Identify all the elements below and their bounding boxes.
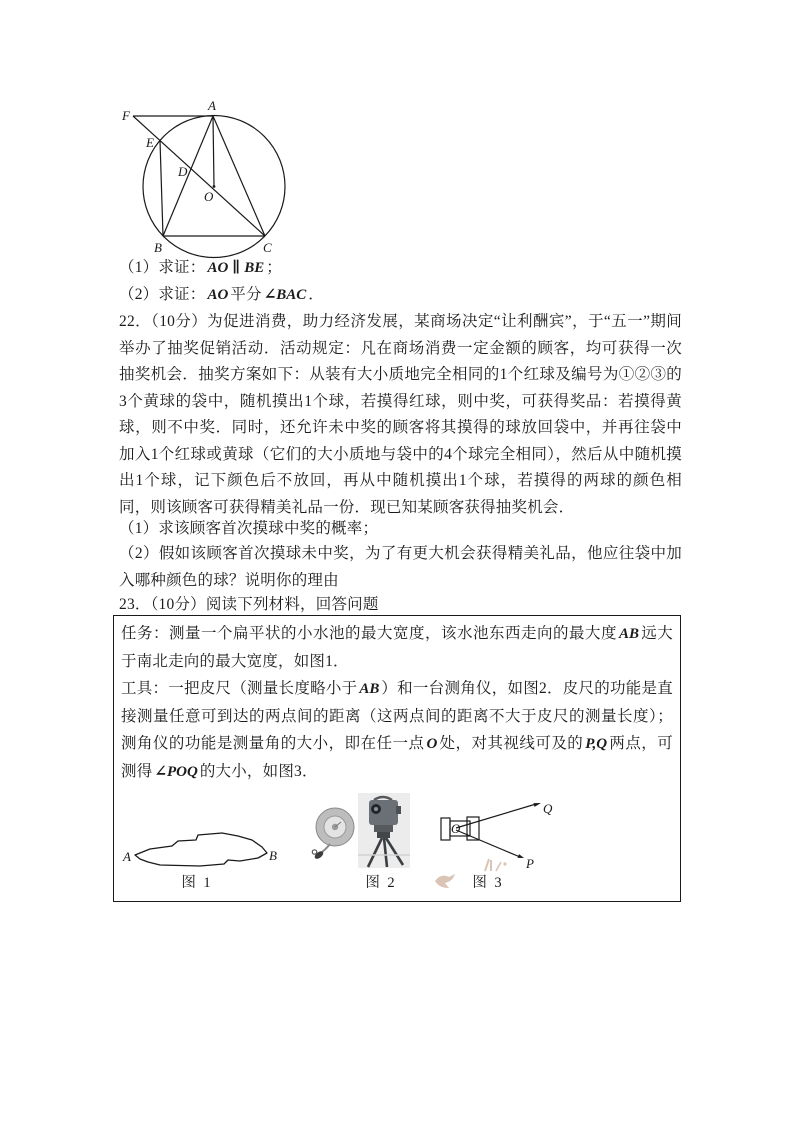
- sight-line-OQ: [456, 804, 536, 828]
- pond-label-B: B: [269, 848, 277, 863]
- box-task-paragraph: [121, 620, 673, 675]
- tools-text: 两点，可测得: [121, 735, 673, 780]
- math-angle-POQ: ∠POQ: [154, 764, 198, 780]
- tape-measure-icon: [312, 808, 354, 860]
- segment-AO: [213, 116, 214, 187]
- math-BE: BE: [244, 260, 265, 276]
- tools-text: 工具：一把皮尺（测量长度略小于: [121, 680, 358, 697]
- q23-heading: 23．（10分）阅读下列材料，回答问题: [119, 596, 379, 613]
- math-O: O: [426, 736, 438, 752]
- ray-label-P: P: [526, 856, 534, 871]
- q21-part1-line: [119, 255, 282, 282]
- arrowhead-Q: [534, 803, 542, 807]
- fig3-caption: 图 3: [472, 875, 504, 891]
- tools-text-end: 的大小，如图3．: [199, 763, 318, 780]
- q21-circle-figure: [120, 95, 302, 265]
- point-label-E: E: [146, 135, 154, 150]
- center-point-O: [213, 185, 216, 188]
- theodolite-icon: [358, 793, 410, 868]
- math-AB: AB: [618, 626, 639, 642]
- smudge-stain-marks: [425, 855, 515, 895]
- q22-part1-line: （1）求该顾客首次摸球中奖的概率；: [119, 520, 379, 537]
- pond-label-A: A: [123, 849, 131, 864]
- q21-part1-prefix: （1）求证：: [119, 259, 206, 276]
- box-tools-paragraph: [121, 675, 673, 786]
- q22-part2-line: （2）假如该顾客首次摸球未中奖，为了有更大机会获得精美礼品，他应往袋中加入哪种颜色的球？说明你的理由: [119, 545, 682, 589]
- segment-FC: [133, 116, 265, 236]
- q21-part2-end: ．: [308, 286, 324, 303]
- segment-AC: [213, 116, 265, 236]
- point-label-D: D: [178, 164, 188, 179]
- math-AB: AB: [359, 681, 380, 697]
- fig1-caption: 图 1: [181, 875, 213, 891]
- fig1-pond-diagram: [122, 814, 284, 874]
- ray-label-Q: Q: [543, 801, 553, 816]
- segment-AB: [163, 116, 213, 236]
- q22-body-paragraph: 22．（10分）为促进消费，助力经济发展，某商场决定“让利酬宾”，于“五一”期间举办了抽奖促销活动．活动规定：凡在商场消费一定金额的顾客，均可获得一次抽奖机会．抽奖方案如下：从装有大小质地完全相同的1个红球及编号为①②③的3个黄球的袋中，随机摸出1个球，若摸得红球，则中奖，可获得奖品：若摸得黄球，则不中奖．同时，还允许未中奖的顾客将其摸得的球放回袋中，并再往袋中加入1个红球或黄球（它们的大小质地与袋中的4个球完全相同），然后从中随机摸出1个球，记下颜色后不放回，再从中随机摸出1个球，若摸得的两球的颜色相同，则该顾客可获得精美礼品一份．现已知某顾客获得抽奖机会．: [119, 313, 682, 516]
- fig2-instruments-photo: [310, 792, 412, 870]
- point-label-B: B: [154, 240, 162, 255]
- q21-part2-prefix: （2）求证：: [119, 286, 206, 303]
- q21-part2-line: [119, 282, 324, 309]
- arrowhead-P: [518, 854, 525, 858]
- segment-EB: [160, 141, 163, 237]
- point-label-O: O: [204, 189, 214, 204]
- point-label-C: C: [263, 240, 272, 255]
- tools-text: ）和一台测角仪，如图2．皮尺的功能是直接测量任意可到达的两点间的距离（这两点间的距离不大于皮尺的测量长度）；测角仪的功能是测量角的大小，即在任一点: [121, 680, 673, 752]
- math-PQ: P,Q: [585, 736, 608, 752]
- task-text-end: 远大于南北走向的最大宽度，如图1．: [121, 625, 673, 670]
- point-label-F: F: [122, 108, 130, 123]
- fig2-caption: 图 2: [365, 875, 397, 891]
- device-label-O: O: [451, 821, 461, 836]
- task-text: 任务：测量一个扁平状的小水池的最大宽度，该水池东西走向的最大度: [121, 625, 617, 642]
- point-label-A: A: [208, 98, 216, 113]
- device-left-plate: [441, 818, 450, 840]
- tools-text: 处，对其视线可及的: [439, 735, 584, 752]
- math-angle-BAC: ∠BAC: [263, 287, 307, 303]
- math-AO: AO: [207, 260, 229, 276]
- sight-line-OP: [456, 830, 520, 857]
- pond-outline: [135, 833, 267, 866]
- q21-part2-mid: 平分: [230, 286, 262, 303]
- math-AO: AO: [207, 287, 229, 303]
- parallel-symbol: ∥: [232, 260, 241, 276]
- q21-part1-end: ；: [266, 259, 282, 276]
